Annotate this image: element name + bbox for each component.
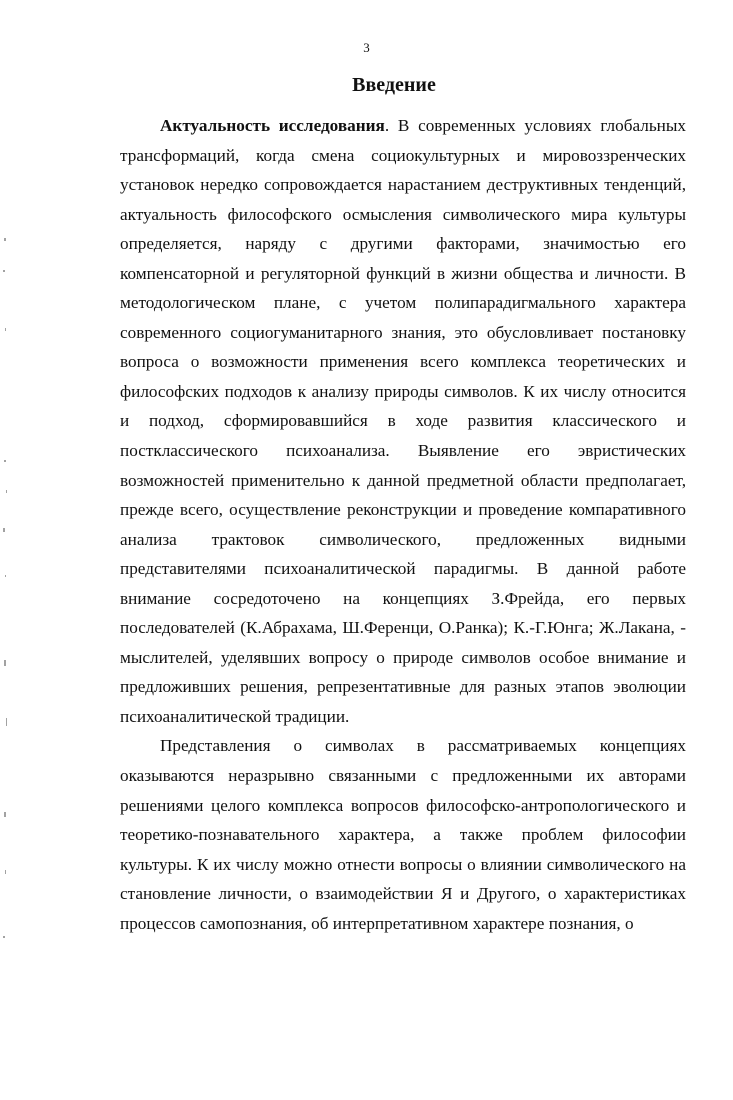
paragraph-lead: Актуальность исследования [160,116,385,135]
paragraph-actuality-text: . В современных условиях глобальных трансформаций, когда смена социокультурных и мировоззренческих установок нередко сопровождается нарастанием деструктивных тенденций, актуальность философского осмысления символического мира культуры определяется, наряду с другими факторами, значимостью его компенсаторной и регуляторной функций в жизни общества и личности. В методологическом плане, с учетом полипарадигмального характера современного социогуманитарного знания, это обусловливает постановку вопроса о возможности применения всего комплекса теоретических и философских подходов к анализу природы символов. К их числу относится и подход, сформировавшийся в ходе развития классического и постклассического психоанализа. Выявление его эвристических возможностей применительно к данной предметной области предполагает, прежде всего, осуществление реконструкции и проведение компаративного анализа трактовок символического, предложенных видными представителями психоаналитической парадигмы. В данной работе внимание сосредоточено на концепциях З.Фрейда, его первых последователей (К.Абрахама, Ш.Ференци, О.Ранка); К.-Г.Юнга; Ж.Лакана, - мыслителей, уделявших вопросу о природе символов особое внимание и предложивших решения, репрезентативные для разных этапов эволюции психоаналитической традиции. [120,116,686,726]
page-number: 3 [363,40,370,55]
scan-margin-artifacts [0,0,20,1100]
body-text [120,111,686,938]
scan-speck [6,718,7,726]
scan-speck [5,328,6,331]
scan-speck [5,575,6,577]
scan-speck [5,870,6,874]
scan-speck [4,812,6,817]
paragraph-representations: Представления о символах в рассматриваемых концепциях оказываются неразрывно связанными с предложенными их авторами решениями целого комплекса вопросов философско-антропологического и теоретико-познавательного характера, а также проблем философии культуры. К их числу можно отнести вопросы о влиянии символического на становление личности, о взаимодействии Я и Другого, о характеристиках процессов самопознания, об интерпретативном характере познания, о [120,736,686,933]
scan-speck [6,490,7,493]
page-title: Введение [352,74,436,96]
scan-speck [4,460,6,462]
scan-speck [4,660,6,666]
scan-speck [4,238,6,241]
scan-speck [3,528,5,532]
scan-speck [3,936,5,938]
scan-speck [3,270,5,272]
paragraph-actuality [120,111,686,731]
